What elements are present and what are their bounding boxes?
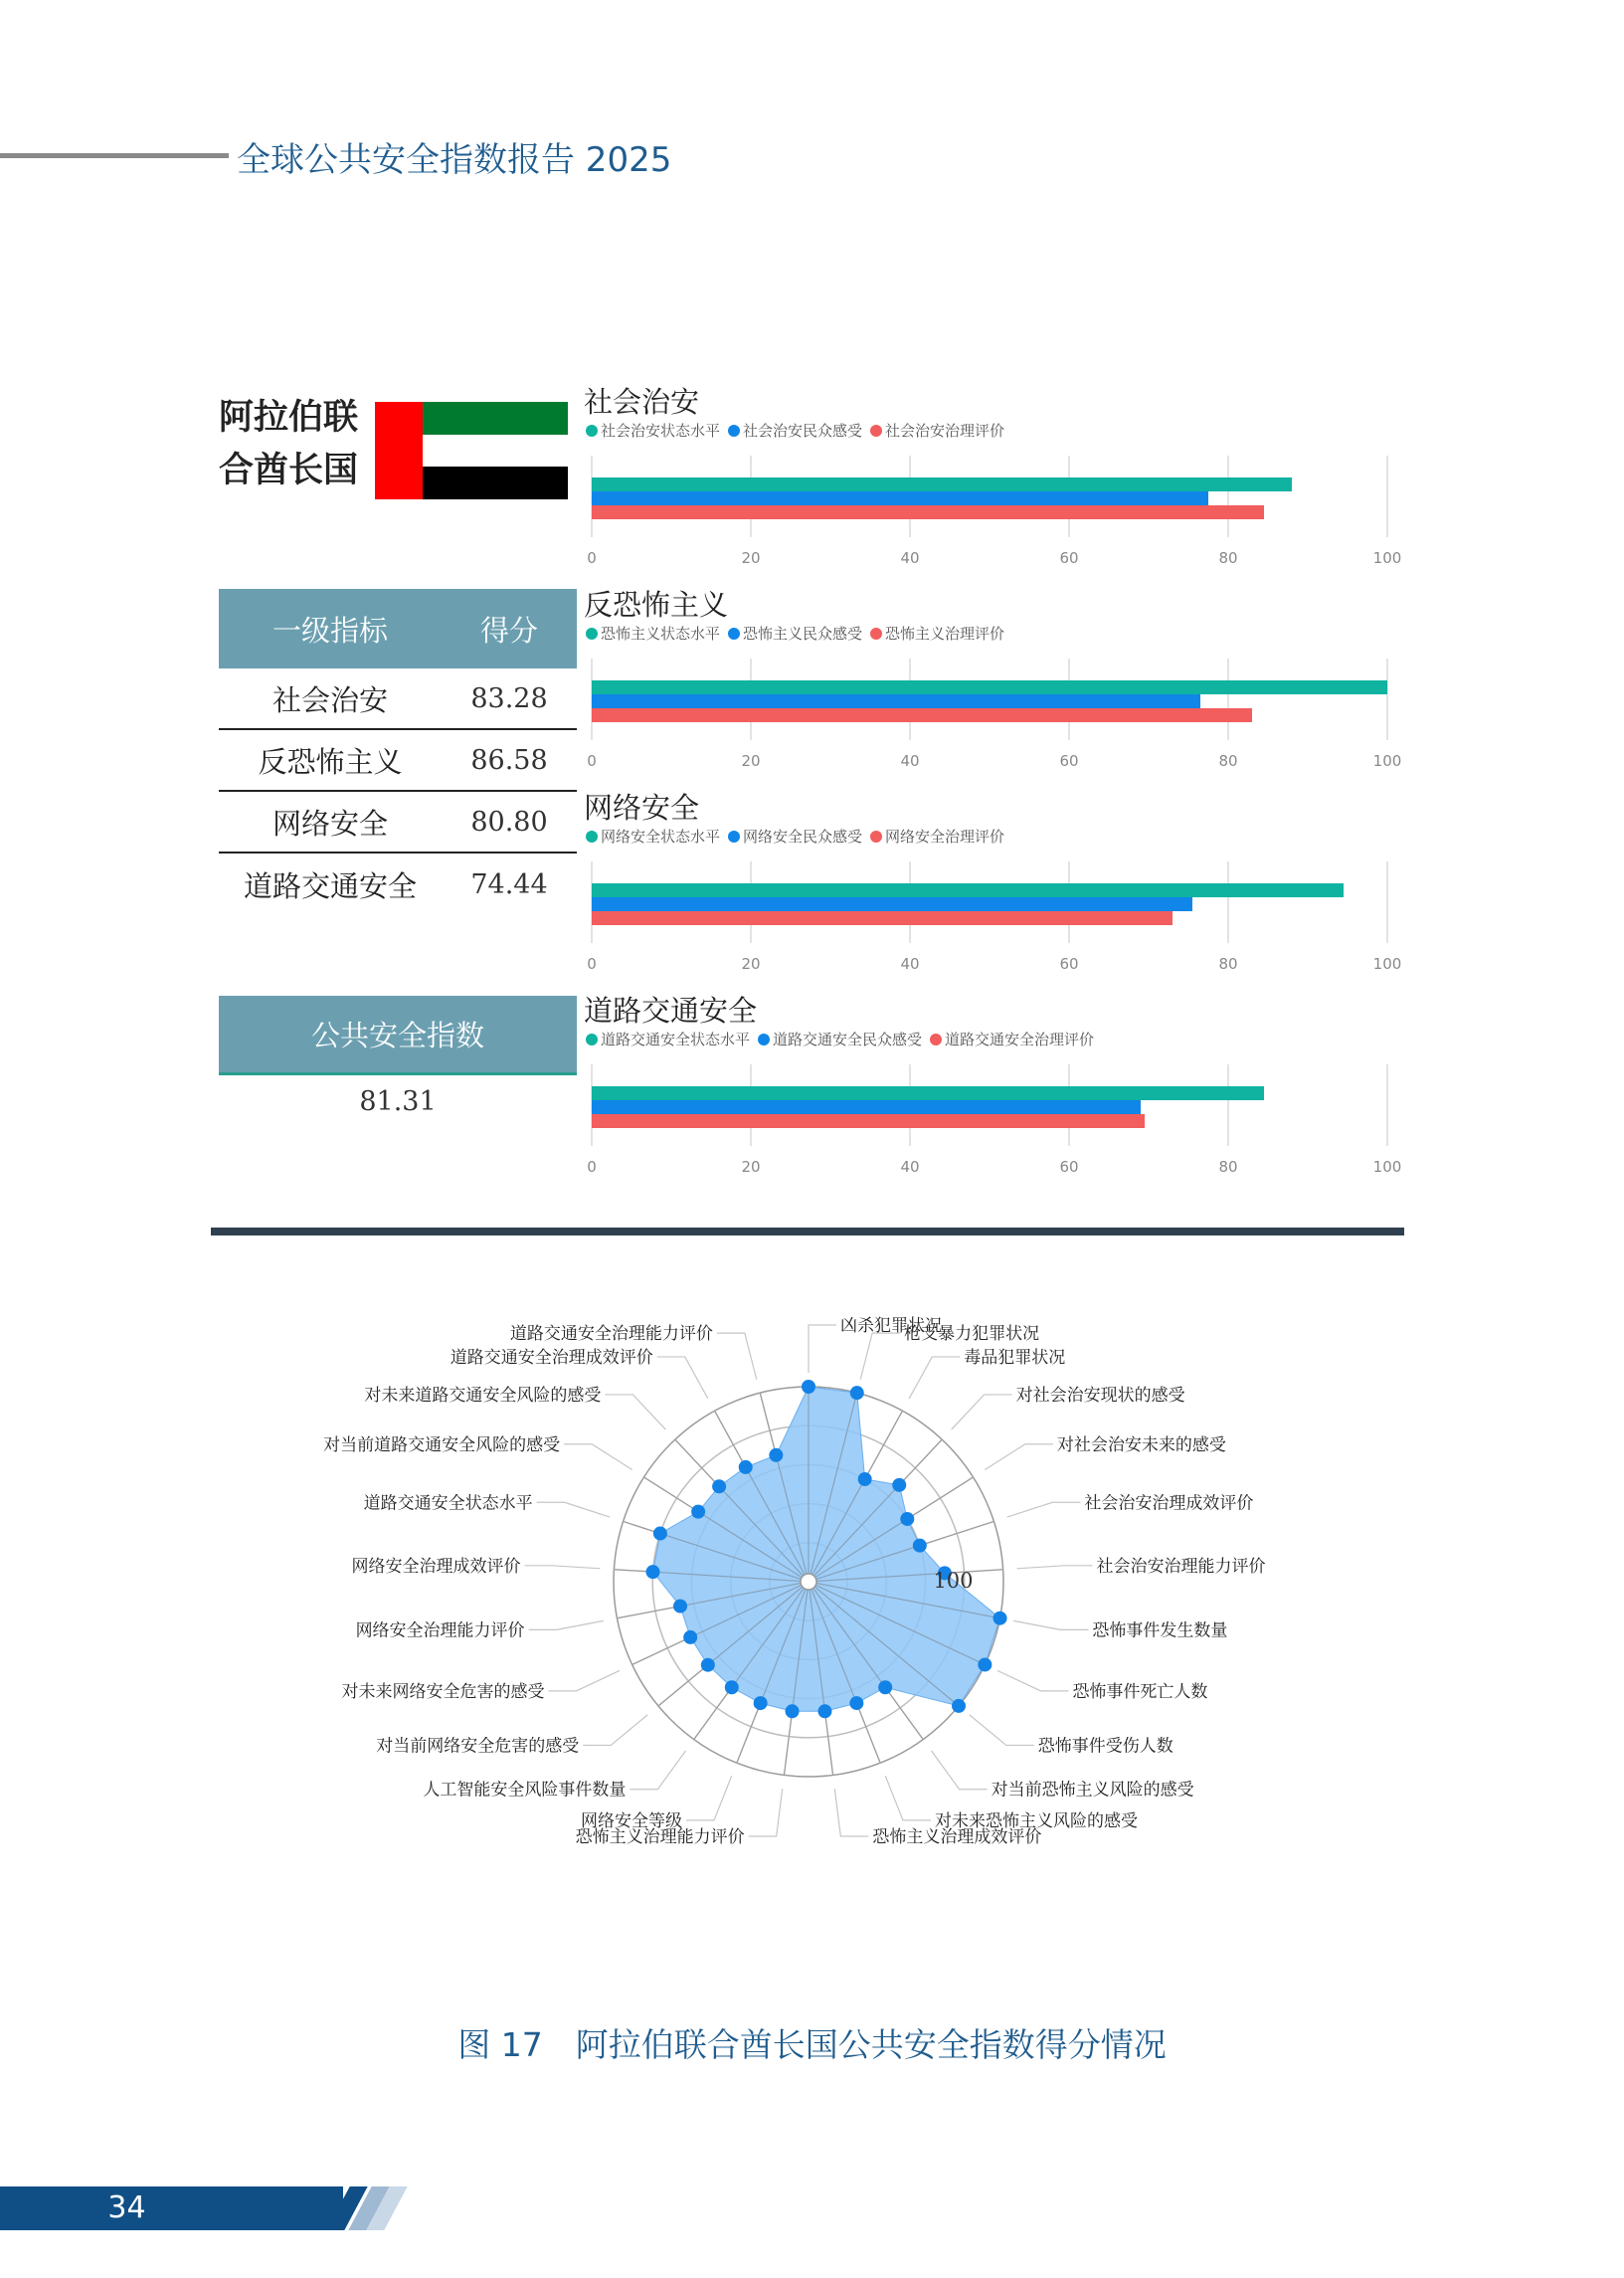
- legend-item: 网络安全民众感受: [728, 826, 862, 847]
- radar-point: [952, 1699, 966, 1713]
- x-tick-label: 40: [900, 1158, 920, 1176]
- radar-leader-line: [583, 1715, 647, 1746]
- radar-leader-line: [537, 1502, 611, 1517]
- radar-point: [900, 1512, 914, 1526]
- psi-label: 公共安全指数: [219, 996, 577, 1075]
- indicator-label: 网络安全: [271, 806, 388, 841]
- x-tick-label: 80: [1218, 752, 1238, 770]
- radar-axis-label: 对未来网络安全危害的感受: [341, 1681, 545, 1702]
- indicator-score: 86.58: [470, 744, 548, 776]
- bar-plot: [582, 583, 1407, 782]
- radar-leader-line: [749, 1789, 783, 1836]
- radar-axis-label: 对未来道路交通安全风险的感受: [364, 1385, 602, 1406]
- x-tick-label: 20: [741, 955, 761, 973]
- x-tick-label: 100: [1372, 752, 1402, 770]
- radar-axis-label: 道路交通安全治理成效评价: [450, 1347, 653, 1368]
- indicator-label: 社会治安: [271, 682, 388, 717]
- bar-chart-social-security: [582, 380, 1407, 579]
- radar-leader-line: [1013, 1620, 1088, 1629]
- radar-point: [802, 1380, 815, 1394]
- table-row: [219, 792, 577, 854]
- radar-axis-label: 社会治安治理成效评价: [1084, 1493, 1254, 1514]
- radar-leader-line: [630, 1751, 685, 1790]
- radar-point: [850, 1386, 864, 1400]
- x-tick-label: 100: [1372, 955, 1402, 973]
- bar: [592, 708, 1252, 722]
- radar-axis-label: 网络安全等级: [581, 1810, 683, 1831]
- radar-leader-line: [657, 1357, 708, 1399]
- radar-leader-line: [1007, 1502, 1081, 1517]
- x-tick-label: 80: [1218, 955, 1238, 973]
- x-tick-label: 20: [741, 752, 761, 770]
- uae-flag-icon: [375, 402, 568, 499]
- score-table: [219, 589, 577, 915]
- radar-point: [993, 1612, 1007, 1625]
- legend-item: 恐怖主义治理评价: [870, 623, 1004, 644]
- x-tick-label: 0: [587, 752, 597, 770]
- x-tick-label: 100: [1372, 1158, 1402, 1176]
- bar: [592, 883, 1344, 897]
- x-tick-label: 20: [741, 1158, 761, 1176]
- radar-axis-label: 恐怖主义治理能力评价: [575, 1826, 745, 1847]
- score-table-header: [219, 589, 577, 668]
- radar-point: [786, 1704, 800, 1718]
- x-tick-label: 40: [900, 549, 920, 567]
- radar-axis-label: 对当前网络安全危害的感受: [376, 1736, 580, 1757]
- radar-point: [849, 1696, 863, 1710]
- indicator-score: 74.44: [470, 868, 548, 900]
- radar-point: [739, 1460, 753, 1474]
- radar-leader-line: [717, 1333, 757, 1379]
- radar-center: [801, 1574, 816, 1590]
- radar-axis-label: 恐怖主义治理成效评价: [872, 1826, 1042, 1847]
- header-indicator: 一级指标: [271, 613, 388, 648]
- radar-leader-line: [529, 1620, 604, 1629]
- radar-leader-line: [1017, 1566, 1093, 1569]
- radar-point: [769, 1448, 783, 1462]
- bar: [592, 911, 1173, 925]
- radar-scale-label: 100: [933, 1569, 974, 1593]
- page-number: 34: [107, 2190, 146, 2225]
- x-tick-label: 0: [587, 549, 597, 567]
- x-tick-label: 40: [900, 752, 920, 770]
- table-row: [219, 854, 577, 915]
- x-tick-label: 20: [741, 549, 761, 567]
- legend-item: 恐怖主义状态水平: [586, 623, 720, 644]
- header-rule: [0, 153, 229, 158]
- radar-axis-label: 人工智能安全风险事件数量: [423, 1780, 627, 1801]
- radar-chart: [249, 1253, 1372, 1910]
- radar-point: [691, 1505, 705, 1519]
- legend-item: 道路交通安全治理评价: [930, 1029, 1094, 1049]
- radar-axis-label: 恐怖事件受伤人数: [1037, 1736, 1173, 1757]
- x-tick-label: 60: [1059, 1158, 1079, 1176]
- radar-axis-label: 对社会治安现状的感受: [1015, 1385, 1185, 1406]
- radar-leader-line: [952, 1395, 1012, 1429]
- bar: [592, 694, 1200, 708]
- bar: [592, 505, 1264, 519]
- x-tick-label: 40: [900, 955, 920, 973]
- radar-leader-line: [931, 1751, 987, 1790]
- radar-point: [646, 1565, 660, 1579]
- radar-axis-label: 枪支暴力犯罪状况: [904, 1324, 1040, 1345]
- bar: [592, 1114, 1145, 1128]
- radar-point: [754, 1696, 768, 1710]
- radar-point: [878, 1680, 892, 1694]
- radar-leader-line: [834, 1789, 868, 1836]
- legend-item: 恐怖主义民众感受: [728, 623, 862, 644]
- bar: [592, 477, 1292, 491]
- bar: [592, 1100, 1141, 1114]
- bar-plot: [582, 786, 1407, 985]
- radar-axis-label: 对未来恐怖主义风险的感受: [934, 1810, 1138, 1831]
- bar-chart-road-traffic: [582, 989, 1407, 1188]
- country-name: [219, 392, 358, 497]
- radar-axis-label: 毒品犯罪状况: [964, 1347, 1066, 1368]
- radar-point: [701, 1658, 715, 1672]
- radar-point: [858, 1472, 872, 1486]
- table-row: [219, 668, 577, 730]
- country-name-line2: 合酋长国: [219, 451, 359, 490]
- indicator-label: 道路交通安全: [243, 868, 417, 903]
- radar-axis-label: 凶杀犯罪状况: [840, 1316, 942, 1336]
- bar: [592, 1086, 1264, 1100]
- radar-point: [817, 1704, 831, 1718]
- radar-axis-label: 社会治安治理能力评价: [1096, 1556, 1266, 1577]
- radar-axis-label: 恐怖事件发生数量: [1092, 1620, 1228, 1641]
- radar-point: [978, 1657, 992, 1671]
- radar-leader-line: [885, 1776, 931, 1820]
- x-tick-label: 0: [587, 955, 597, 973]
- report-title: 全球公共安全指数报告 2025: [237, 140, 672, 180]
- legend-item: 网络安全状态水平: [586, 826, 720, 847]
- chart-title: 社会治安: [584, 385, 700, 419]
- radar-point: [712, 1479, 726, 1493]
- chart-title: 道路交通安全: [584, 994, 758, 1028]
- radar-point: [913, 1539, 927, 1553]
- legend-item: 道路交通安全状态水平: [586, 1029, 750, 1049]
- radar-leader-line: [985, 1444, 1053, 1470]
- radar-leader-line: [525, 1566, 601, 1569]
- x-tick-label: 60: [1059, 752, 1079, 770]
- bar-plot: [582, 989, 1407, 1188]
- radar-leader-line: [605, 1395, 665, 1429]
- x-tick-label: 60: [1059, 955, 1079, 973]
- radar-axis-label: 网络安全治理成效评价: [351, 1556, 521, 1577]
- radar-point: [683, 1630, 697, 1644]
- radar-axis-label: 恐怖事件死亡人数: [1072, 1681, 1208, 1702]
- section-divider: [211, 1228, 1404, 1235]
- bar: [592, 897, 1192, 911]
- radar-leader-line: [909, 1357, 960, 1399]
- x-tick-label: 80: [1218, 549, 1238, 567]
- chart-title: 反恐怖主义: [584, 588, 729, 622]
- chart-title: 网络安全: [584, 791, 700, 825]
- psi-value: 81.31: [359, 1086, 437, 1117]
- radar-leader-line: [997, 1670, 1068, 1690]
- figure-caption: 图 17 阿拉伯联合酋长国公共安全指数得分情况: [457, 2025, 1167, 2064]
- x-tick-label: 0: [587, 1158, 597, 1176]
- radar-axis-label: 对当前恐怖主义风险的感受: [991, 1780, 1194, 1801]
- header-score: 得分: [479, 613, 538, 648]
- radar-leader-line: [809, 1325, 836, 1373]
- indicator-score: 83.28: [470, 682, 548, 714]
- radar-point: [725, 1680, 739, 1694]
- legend-item: 道路交通安全民众感受: [758, 1029, 922, 1049]
- legend-item: 网络安全治理评价: [870, 826, 1004, 847]
- indicator-score: 80.80: [470, 806, 548, 838]
- bar: [592, 491, 1208, 505]
- radar-axis-label: 对当前道路交通安全风险的感受: [323, 1434, 561, 1455]
- radar-axis-label: 道路交通安全状态水平: [363, 1493, 533, 1514]
- radar-axis-label: 道路交通安全治理能力评价: [509, 1324, 713, 1345]
- table-row: [219, 730, 577, 792]
- legend-item: 社会治安民众感受: [728, 420, 862, 441]
- x-tick-label: 100: [1372, 549, 1402, 567]
- radar-axis-label: 对社会治安未来的感受: [1056, 1434, 1226, 1455]
- bar-chart-cyber-security: [582, 786, 1407, 985]
- radar-point: [653, 1527, 667, 1541]
- legend-item: 社会治安治理评价: [870, 420, 1004, 441]
- radar-point: [673, 1600, 687, 1614]
- bar: [592, 680, 1387, 694]
- country-name-line1: 阿拉伯联: [219, 398, 359, 438]
- radar-leader-line: [549, 1670, 620, 1690]
- indicator-label: 反恐怖主义: [258, 744, 403, 779]
- x-tick-label: 80: [1218, 1158, 1238, 1176]
- bar-plot: [582, 380, 1407, 579]
- legend-item: 社会治安状态水平: [586, 420, 720, 441]
- radar-leader-line: [686, 1776, 732, 1820]
- radar-leader-line: [860, 1333, 900, 1379]
- radar-leader-line: [970, 1715, 1034, 1746]
- x-tick-label: 60: [1059, 549, 1079, 567]
- radar-point: [892, 1478, 906, 1492]
- bar-chart-counter-terrorism: [582, 583, 1407, 782]
- radar-leader-line: [564, 1444, 632, 1470]
- radar-axis-label: 网络安全治理能力评价: [355, 1620, 525, 1641]
